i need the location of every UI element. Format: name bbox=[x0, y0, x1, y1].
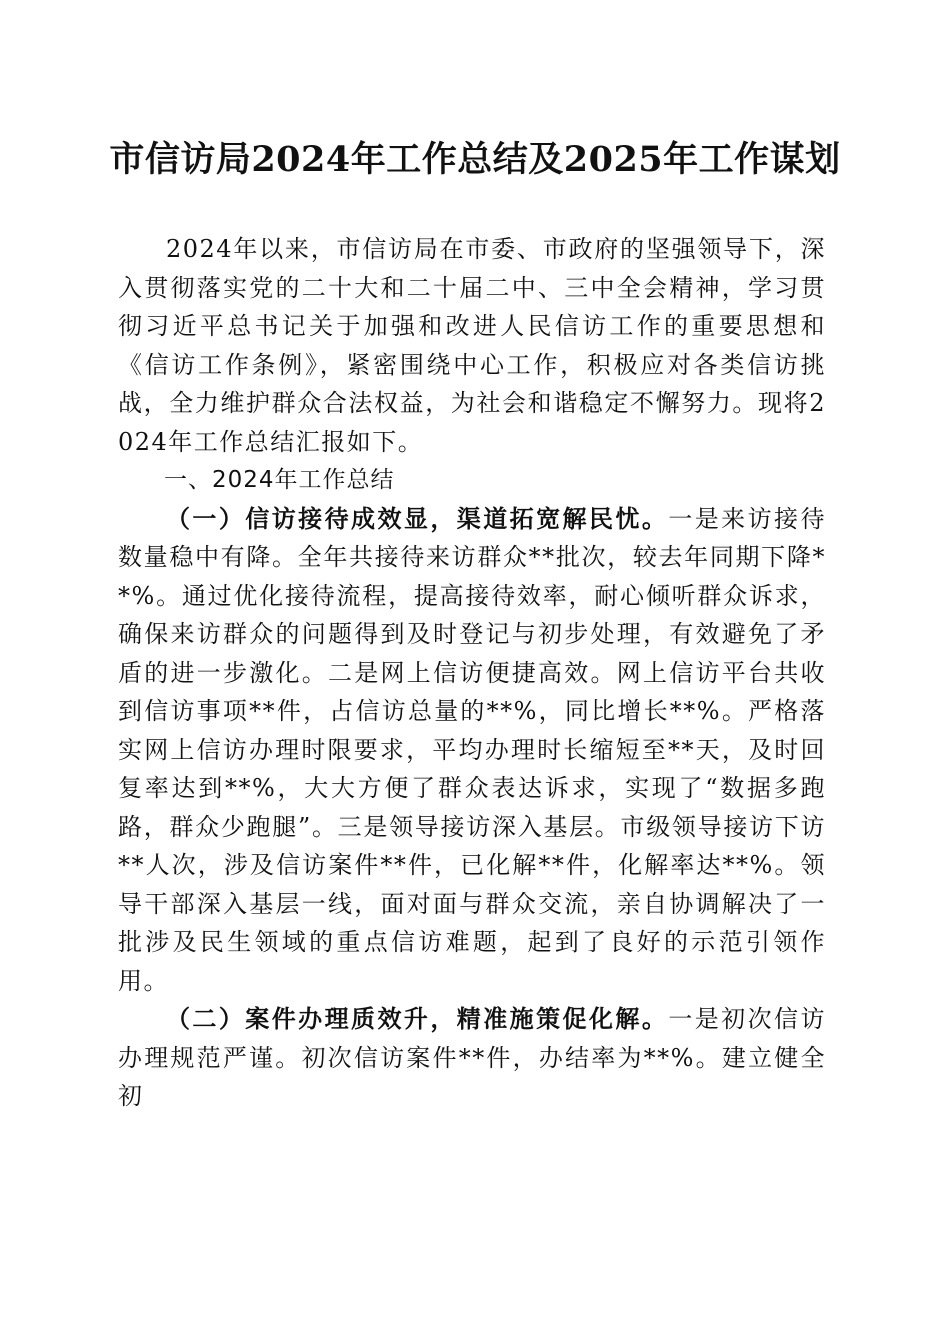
document-body bbox=[118, 230, 826, 1116]
item-title-1: （一）信访接待成效显，渠道拓宽解民忧。 bbox=[166, 503, 669, 533]
item-text-2: 一是初次信访办理规范严谨。初次信访案件**件，办结率为**%。建立健全初 bbox=[118, 1005, 826, 1110]
item-text-1: 一是来访接待数量稳中有降。全年共接待来访群众**批次，较去年同期下降**%。通过优化接待流程，提高接待效率，耐心倾听群众诉求，确保来访群众的问题得到及时登记与初步处理，有效避免了矛盾的进一步激化。二是网上信访便捷高效。网上信访平台共收到信访事项**件，占信访总量的**%，同比增长**%。严格落实网上信访办理时限要求，平均办理时长缩短至**天，及时回复率达到**%，大大方便了群众表达诉求，实现了“数据多跑路，群众少跑腿”。三是领导接访深入基层。市级领导接访下访**人次，涉及信访案件**件，已化解**件，化解率达**%。领导干部深入基层一线，面对面与群众交流，亲自协调解决了一批涉及民生领域的重点信访难题，起到了良好的示范引领作用。 bbox=[118, 504, 826, 995]
item-paragraph-1 bbox=[118, 500, 826, 1001]
item-paragraph-2 bbox=[118, 1000, 826, 1116]
item-title-2: （二）案件办理质效升，精准施策促化解。 bbox=[166, 1004, 669, 1033]
intro-paragraph: 2024年以来，市信访局在市委、市政府的坚强领导下，深入贯彻落实党的二十大和二十届二中、三中全会精神，学习贯彻习近平总书记关于加强和改进人民信访工作的重要思想和《信访工作条例》，紧密围绕中心工作，积极应对各类信访挑战，全力维护群众合法权益，为社会和谐稳定不懈努力。现将2024年工作总结汇报如下。 bbox=[118, 235, 826, 456]
document-title: 市信访局2024年工作总结及2025年工作谋划 bbox=[109, 139, 841, 180]
section-heading: 一、2024年工作总结 bbox=[164, 467, 395, 493]
